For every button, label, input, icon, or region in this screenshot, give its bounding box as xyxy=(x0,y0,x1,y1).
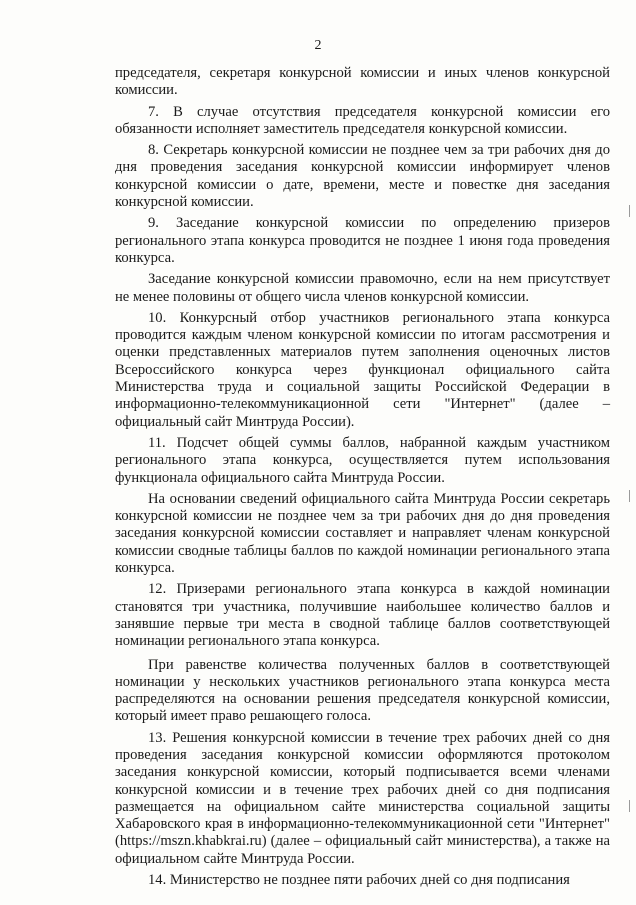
paragraph-12-tie: При равенстве количества полученных баллов в соответствующей номинации у нескольких участников регионального этапа конкурса места распределяются на основании решения председателя конкурсной комиссии, который имеет право решающего голоса. xyxy=(115,656,610,725)
scan-speck xyxy=(629,490,630,502)
paragraph-13: 13. Решения конкурсной комиссии в течение трех рабочих дней со дня проведения заседания конкурсной комиссии оформляются протоколом заседания конкурсной комиссии, который подписывается всеми членами конкурсной комиссии и в течение трех рабочих дней со дня подписания размещается на официальном сайте министерства социальной защиты Хабаровского края в информационно-телекоммуникационной сети "Интернет" (https://mszn.khabkrai.ru) (далее – официальный сайт министерства), а также на официальном сайте Минтруда России. xyxy=(115,729,610,867)
paragraph-9: 9. Заседание конкурсной комиссии по определению призеров регионального этапа конкурса проводится не позднее 1 июня года проведения конкурса. xyxy=(115,215,610,266)
paragraph-12: 12. Призерами регионального этапа конкурса в каждой номинации становятся три участника, получившие наибольшее количество баллов и занявшие первые три места в сводной таблице баллов соответствующей номинации регионального этапа конкурса. xyxy=(115,581,610,650)
paragraph-8: 8. Секретарь конкурсной комиссии не позднее чем за три рабочих дня до дня проведения заседания конкурсной комиссии информирует членов конкурсной комиссии о дате, времени, месте и повестке дня заседания конкурсной комиссии. xyxy=(115,142,610,211)
page-number: 2 xyxy=(314,38,322,53)
paragraph-9-quorum: Заседание конкурсной комиссии правомочно, если на нем присутствует не менее половины от общего числа членов конкурсной комиссии. xyxy=(115,271,610,305)
paragraph-11-tables: На основании сведений официального сайта Минтруда России секретарь конкурсной комиссии не позднее чем за три рабочих дня до дня проведения заседания конкурсной комиссии составляет и направляет членам конкурсной комиссии сводные таблицы баллов по каждой номинации регионального этапа конкурса. xyxy=(115,490,610,577)
document-body xyxy=(115,65,610,889)
paragraph-14: 14. Министерство не позднее пяти рабочих дней со дня подписания xyxy=(148,872,570,889)
scan-speck xyxy=(629,800,630,812)
paragraph-10: 10. Конкурсный отбор участников регионального этапа конкурса проводится каждым членом конкурсной комиссии по итогам рассмотрения и оценки представленных материалов путем заполнения оценочных листов Всероссийского конкурса через функционал официального сайта Министерства труда и социальной защиты Российской Федерации в информационно-телекоммуникационной сети "Интернет" (далее – официальный сайт Минтруда России). xyxy=(115,309,610,430)
scan-speck xyxy=(629,205,630,217)
paragraph-11: 11. Подсчет общей суммы баллов, набранной каждым участником регионального этапа конкурса, осуществляется путем использования функционала официального сайта Минтруда России. xyxy=(115,434,610,486)
paragraph-continuation: председателя, секретаря конкурсной комиссии и иных членов конкурсной комиссии. xyxy=(115,65,610,99)
paragraph-7: 7. В случае отсутствия председателя конкурсной комиссии его обязанности исполняет заместитель председателя конкурсной комиссии. xyxy=(115,103,610,137)
